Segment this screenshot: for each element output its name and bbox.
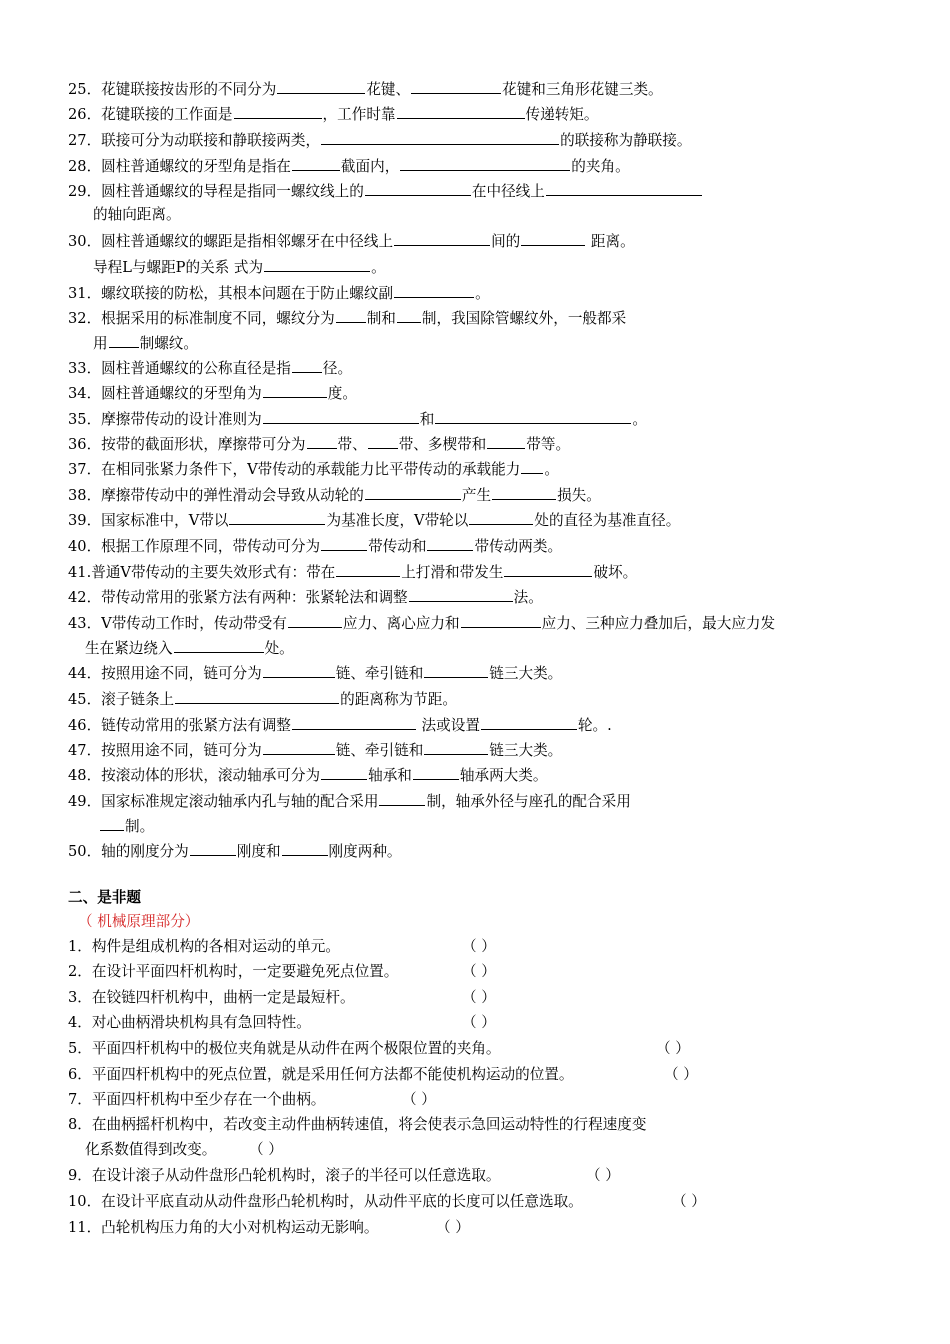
fill-item-43: 43．V带传动工作时，传动带受有 应力、离心应力和 应力、三种应力叠加后，最大应力发 [68,612,775,632]
blank[interactable] [397,307,421,323]
section-title: 二、是非题 [68,889,141,906]
blank[interactable] [492,484,556,500]
answer-paren[interactable]: （ ） [249,1141,283,1158]
fill-item-43-cont: 生在紧边绕入 处。 [85,637,294,657]
fill-item-28: 28．圆柱普通螺纹的牙型角是指在 截面内， 的夹角。 [68,155,630,175]
blank[interactable] [321,535,367,551]
answer-paren[interactable]: （ ） [402,1091,436,1108]
blank[interactable] [365,180,471,196]
fill-item-30: 30．圆柱普通螺纹的螺距是指相邻螺牙在中径线上 间的 距离。 [68,230,635,250]
blank[interactable] [288,612,342,628]
blank[interactable] [292,155,340,171]
fill-item-41: 41.普通V带传动的主要失效形式有：带在 上打滑和带发生 破坏。 [68,561,637,581]
blank[interactable] [481,714,577,730]
fill-item-38: 38．摩擦带传动中的弹性滑动会导致从动轮的 产生 损失。 [68,484,601,504]
answer-paren[interactable]: （ ） [462,938,496,955]
fill-item-49-cont: 制。 [100,815,154,835]
tf-item-11: 11．凸轮机构压力角的大小对机构运动无影响。 （ ） [68,1219,470,1236]
fill-item-32: 32．根据采用的标准制度不同，螺纹分为 制和 制，我国除管螺纹外，一般都采 [68,307,626,327]
tf-item-4: 4．对心曲柄滑块机构具有急回特性。 （ ） [68,1014,496,1031]
blank[interactable] [263,662,335,678]
blank[interactable] [368,433,398,449]
tf-item-9: 9．在设计滚子从动件盘形凸轮机构时，滚子的半径可以任意选取。 （ ） [68,1167,620,1184]
blank[interactable] [424,662,488,678]
blank[interactable] [109,332,139,348]
blank[interactable] [435,408,631,424]
fill-item-32-cont: 用 制螺纹。 [93,332,198,352]
blank[interactable] [292,357,322,373]
tf-item-6: 6．平面四杆机构中的死点位置，就是采用任何方法都不能使机构运动的位置。 （ ） [68,1066,698,1083]
blank[interactable] [413,764,459,780]
blank[interactable] [365,484,461,500]
fill-item-27: 27．联接可分为动联接和静联接两类， 的联接称为静联接。 [68,129,691,149]
fill-item-25: 25．花键联接按齿形的不同分为 花键、 花键和三角形花键三类。 [68,78,663,98]
blank[interactable] [379,790,425,806]
fill-item-35: 35．摩擦带传动的设计准则为 和 。 [68,408,647,428]
blank[interactable] [521,458,543,474]
blank[interactable] [264,256,370,272]
blank[interactable] [504,561,592,577]
fill-item-45: 45．滚子链条上 的距离称为节距。 [68,688,457,708]
fill-item-26: 26．花键联接的工作面是 ，工作时靠 传递转矩。 [68,103,599,123]
blank[interactable] [400,155,570,171]
fill-item-36: 36．按带的截面形状，摩擦带可分为 带、 带、多楔带和 带等。 [68,433,570,453]
tf-item-3: 3．在铰链四杆机构中，曲柄一定是最短杆。 （ ） [68,989,496,1006]
tf-item-2: 2．在设计平面四杆机构时，一定要避免死点位置。 （ ） [68,963,496,980]
fill-item-33: 33．圆柱普通螺纹的公称直径是指 径。 [68,357,352,377]
blank[interactable] [394,230,490,246]
answer-paren[interactable]: （ ） [462,963,496,980]
answer-paren[interactable]: （ ） [436,1219,470,1236]
fill-item-37: 37．在相同张紧力条件下，V带传动的承载能力比平带传动的承载能力 。 [68,458,559,478]
blank[interactable] [282,840,328,856]
fill-item-46: 46．链传动常用的张紧方法有调整 法或设置 轮。. [68,714,612,734]
fill-item-31: 31．螺纹联接的防松，其根本问题在于防止螺纹副 。 [68,282,490,302]
fill-item-50: 50．轴的刚度分为 刚度和 刚度两种。 [68,840,402,860]
blank[interactable] [397,103,525,119]
tf-item-8: 8．在曲柄摇杆机构中，若改变主动件曲柄转速值，将会使表示急回运动特性的行程速度变 [68,1116,647,1133]
blank[interactable] [394,282,474,298]
blank[interactable] [487,433,525,449]
blank[interactable] [229,509,325,525]
tf-item-7: 7．平面四杆机构中至少存在一个曲柄。 （ ） [68,1091,436,1108]
blank[interactable] [263,382,327,398]
fill-item-40: 40．根据工作原理不同，带传动可分为 带传动和 带传动两类。 [68,535,562,555]
fill-item-30-cont: 导程L与螺距P的关系 式为 。 [93,256,386,276]
blank[interactable] [174,637,264,653]
fill-item-34: 34．圆柱普通螺纹的牙型角为 度。 [68,382,357,402]
blank[interactable] [263,739,335,755]
blank[interactable] [277,78,365,94]
tf-item-10: 10．在设计平底直动从动件盘形凸轮机构时，从动件平底的长度可以任意选取。 （ ） [68,1193,706,1210]
fill-item-42: 42．带传动常用的张紧方法有两种：张紧轮法和调整 法。 [68,586,543,606]
blank[interactable] [424,739,488,755]
blank[interactable] [546,180,702,196]
section-subtitle: （ 机械原理部分） [78,913,200,930]
answer-paren[interactable]: （ ） [664,1066,698,1083]
blank[interactable] [175,688,339,704]
blank[interactable] [461,612,541,628]
fill-item-48: 48．按滚动体的形状，滚动轴承可分为 轴承和 轴承两大类。 [68,764,547,784]
blank[interactable] [292,714,416,730]
blank[interactable] [411,78,501,94]
fill-item-49: 49．国家标准规定滚动轴承内孔与轴的配合采用 制，轴承外径与座孔的配合采用 [68,790,631,810]
answer-paren[interactable]: （ ） [672,1193,706,1210]
blank[interactable] [336,307,366,323]
answer-paren[interactable]: （ ） [586,1167,620,1184]
answer-paren[interactable]: （ ） [462,1014,496,1031]
blank[interactable] [336,561,400,577]
blank[interactable] [263,408,419,424]
blank[interactable] [409,586,513,602]
tf-item-5: 5．平面四杆机构中的极位夹角就是从动件在两个极限位置的夹角。 （ ） [68,1040,690,1057]
blank[interactable] [427,535,473,551]
fill-item-44: 44．按照用途不同，链可分为 链、牵引链和 链三大类。 [68,662,562,682]
fill-item-39: 39．国家标准中，V带以 为基准长度，V带轮以 处的直径为基准直径。 [68,509,680,529]
blank[interactable] [100,815,124,831]
blank[interactable] [469,509,533,525]
tf-item-8-cont: 化系数值得到改变。 （ ） [85,1141,283,1158]
fill-item-47: 47．按照用途不同，链可分为 链、牵引链和 链三大类。 [68,739,562,759]
blank[interactable] [234,103,322,119]
blank[interactable] [321,129,559,145]
fill-item-29: 29．圆柱普通螺纹的导程是指同一螺纹线上的 在中径线上 [68,180,703,200]
blank[interactable] [307,433,337,449]
answer-paren[interactable]: （ ） [656,1040,690,1057]
fill-item-29-cont: 的轴向距离。 [93,206,181,223]
answer-paren[interactable]: （ ） [462,989,496,1006]
blank[interactable] [321,764,367,780]
tf-item-1: 1．构件是组成机构的各相对运动的单元。 （ ） [68,938,496,955]
blank[interactable] [190,840,236,856]
blank[interactable] [521,230,585,246]
